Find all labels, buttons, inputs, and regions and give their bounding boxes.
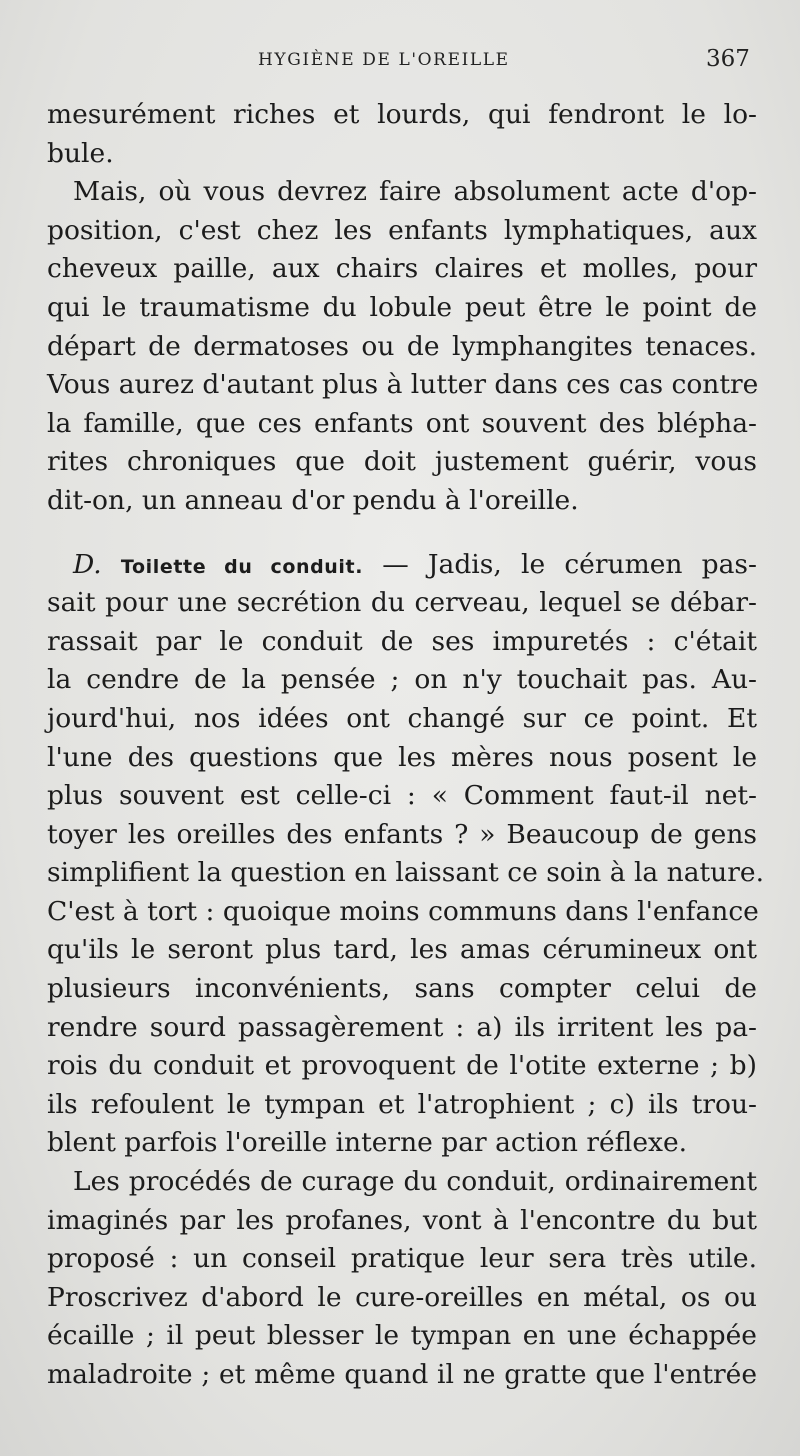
text-line: rois du conduit et provoquent de l'otite externe ; b) — [47, 1050, 757, 1082]
section-spacer — [47, 521, 757, 546]
text-line: Proscrivez d'abord le cure-oreilles en métal, os ou — [47, 1281, 757, 1313]
text-line: ils refoulent le tympan et l'atrophient ; c) ils trou- — [47, 1088, 757, 1120]
text-line: C'est à tort : quoique moins communs dans l'enfance — [47, 895, 759, 927]
text-line: sait pour une secrétion du cerveau, lequel se débar- — [47, 587, 757, 619]
text-line: Les procédés de curage du conduit, ordinairement — [73, 1166, 757, 1198]
paragraph-continuation — [47, 96, 757, 173]
section-label: D. — [73, 548, 102, 580]
text-line: imaginés par les profanes, vont à l'encontre du but — [47, 1204, 757, 1236]
section-toilette-du-conduit — [47, 546, 765, 1164]
text-line: toyer les oreilles des enfants ? » Beaucoup de gens — [47, 818, 757, 850]
text-line: rassait par le conduit de ses impuretés : c'était — [47, 625, 757, 657]
text-line: Vous aurez d'autant plus à lutter dans ces cas contre — [47, 369, 759, 401]
text-line: simplifient la question en laissant ce soin à la nature. — [47, 857, 765, 889]
text-line: écaille ; il peut blesser le tympan en une échappée — [47, 1320, 757, 1352]
text-line: mesurément riches et lourds, qui fendront le lo- — [47, 99, 757, 130]
section-title: Toilette du conduit. — [120, 555, 364, 578]
text-line: départ de dermatoses ou de lymphangites tenaces. — [47, 330, 757, 362]
page-number: 367 — [706, 46, 750, 72]
text-line: plusieurs inconvénients, sans compter celui de — [47, 973, 757, 1005]
text-line: qu'ils le seront plus tard, les amas cérumineux ont — [47, 934, 757, 966]
running-header — [0, 44, 800, 80]
text-line: rendre sourd passagèrement : a) ils irritent les pa- — [47, 1011, 757, 1043]
text-line: Mais, où vous devrez faire absolument acte d'op- — [73, 176, 757, 208]
section-first-line — [47, 546, 757, 585]
section-first-line-text: — Jadis, le cérumen pas- — [382, 548, 757, 580]
running-title: HYGIÈNE DE L'OREILLE — [258, 50, 510, 70]
text-line: qui le traumatisme du lobule peut être le point de — [47, 291, 757, 323]
text-line: blent parfois l'oreille interne par action réflexe. — [47, 1127, 688, 1159]
text-line: plus souvent est celle-ci : « Comment faut-il net- — [47, 780, 757, 812]
text-line: rites chroniques que doit justement guérir, vous — [47, 446, 757, 478]
text-line: la cendre de la pensée ; on n'y touchait pas. Au- — [47, 664, 757, 696]
text-line: la famille, que ces enfants ont souvent des blépha- — [47, 407, 757, 439]
text-line: cheveux paille, aux chairs claires et molles, pour — [47, 253, 757, 285]
text-line: maladroite ; et même quand il ne gratte que l'entrée — [47, 1359, 757, 1390]
text-line: l'une des questions que les mères nous posent le — [47, 741, 757, 773]
text-line: position, c'est chez les enfants lymphatiques, aux — [47, 214, 757, 246]
text-line: proposé : un conseil pratique leur sera très utile. — [47, 1243, 757, 1275]
text-line: jourd'hui, nos idées ont changé sur ce point. Et — [47, 702, 757, 734]
body-text — [47, 96, 765, 1395]
text-line: bule. — [47, 137, 114, 169]
text-line: dit-on, un anneau d'or pendu à l'oreille. — [47, 484, 579, 516]
paragraph-curage-procedures — [47, 1163, 757, 1395]
paragraph-lymphatic-children — [47, 173, 757, 520]
